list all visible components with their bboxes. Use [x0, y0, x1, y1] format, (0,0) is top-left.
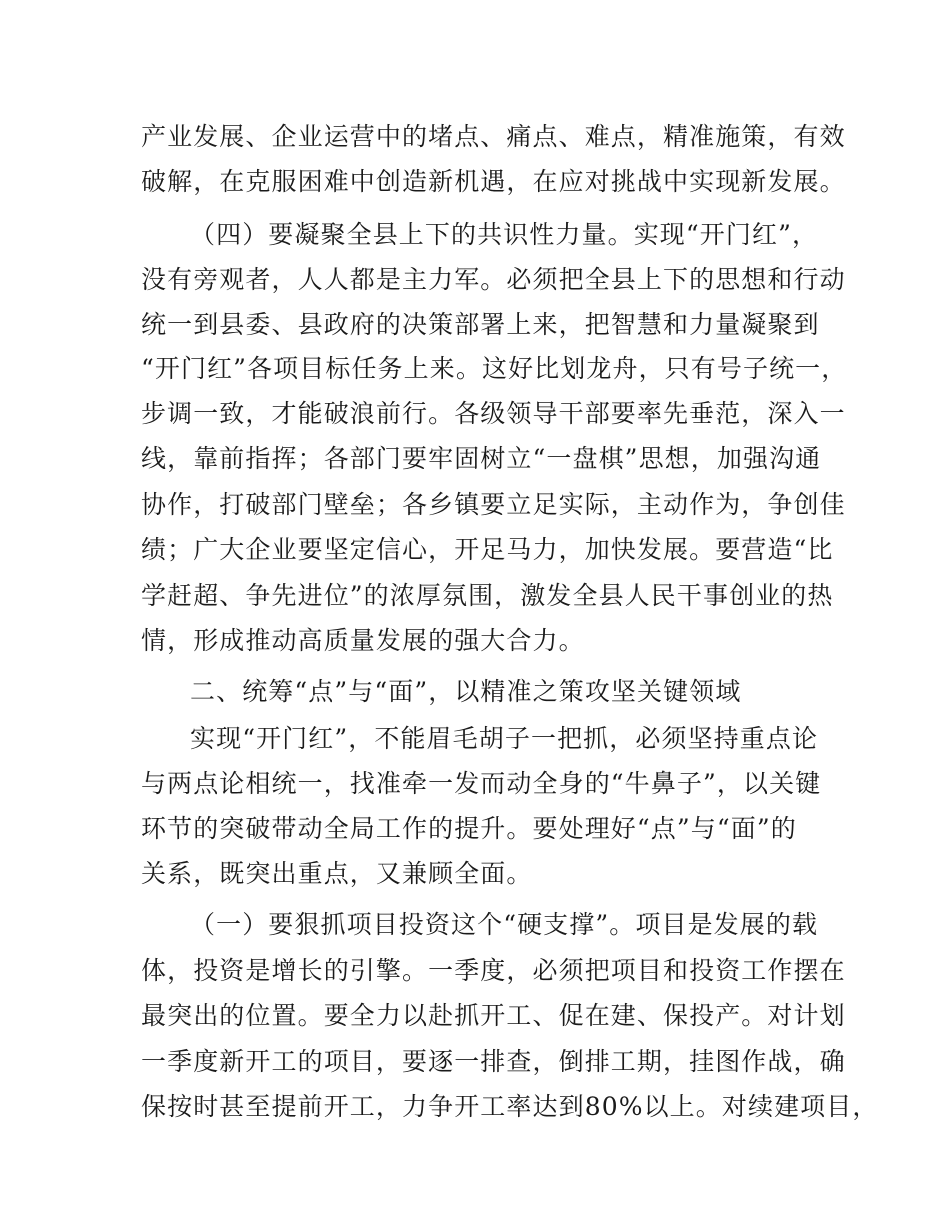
- section-heading: 二、统筹“点”与“面”，以精准之策攻坚关键领域: [190, 677, 742, 706]
- text-line: 协作，打破部门壁垒；各乡镇要立足实际，主动作为，争创佳: [141, 490, 846, 519]
- text-line: 最突出的位置。要全力以赴抓开工、促在建、保投产。对计划: [141, 1001, 846, 1030]
- text-line: 情，形成推动高质量发展的强大合力。: [141, 626, 585, 655]
- text-line: 学赶超、争先进位”的浓厚氛围，激发全县人民干事创业的热: [141, 581, 834, 610]
- text-line: 体，投资是增长的引擎。一季度，必须把项目和投资工作摆在: [141, 956, 846, 985]
- text-line: 统一到县委、县政府的决策部署上来，把智慧和力量凝聚到: [141, 310, 820, 339]
- text-line: 绩；广大企业要坚定信心，开足马力，加快发展。要营造“比: [141, 535, 834, 564]
- text-line: “开门红”各项目标任务上来。这好比划龙舟，只有号子统一，: [141, 354, 848, 383]
- text-line: 关系，既突出重点，又兼顾全面。: [141, 859, 533, 888]
- text-line: 线，靠前指挥；各部门要牢固树立“一盘棋”思想，加强沟通: [141, 444, 822, 473]
- text-line: 环节的突破带动全局工作的提升。要处理好“点”与“面”的: [141, 814, 797, 843]
- paragraph-first-line: 实现“开门红”，不能眉毛胡子一把抓，必须坚持重点论: [190, 724, 819, 753]
- paragraph-heading: （一）要狠抓项目投资这个“硬支撑”。项目是发展的载: [190, 910, 819, 939]
- text-line: 与两点论相统一，找准牵一发而动全身的“牛鼻子”，以关键: [141, 769, 822, 798]
- text-line: 步调一致，才能破浪前行。各级领导干部要率先垂范，深入一: [141, 399, 846, 428]
- text-line: 保按时甚至提前开工，力争开工率达到80%以上。对续建项目，: [141, 1092, 879, 1121]
- text-line: 没有旁观者，人人都是主力军。必须把全县上下的思想和行动: [141, 265, 846, 294]
- text-line: 一季度新开工的项目，要逐一排查，倒排工期，挂图作战，确: [141, 1047, 846, 1076]
- text-line: 产业发展、企业运营中的堵点、痛点、难点，精准施策，有效: [141, 122, 846, 151]
- paragraph-heading: （四）要凝聚全县上下的共识性力量。实现“开门红”，: [190, 220, 819, 249]
- text-line: 破解，在克服困难中创造新机遇，在应对挑战中实现新发展。: [141, 167, 846, 196]
